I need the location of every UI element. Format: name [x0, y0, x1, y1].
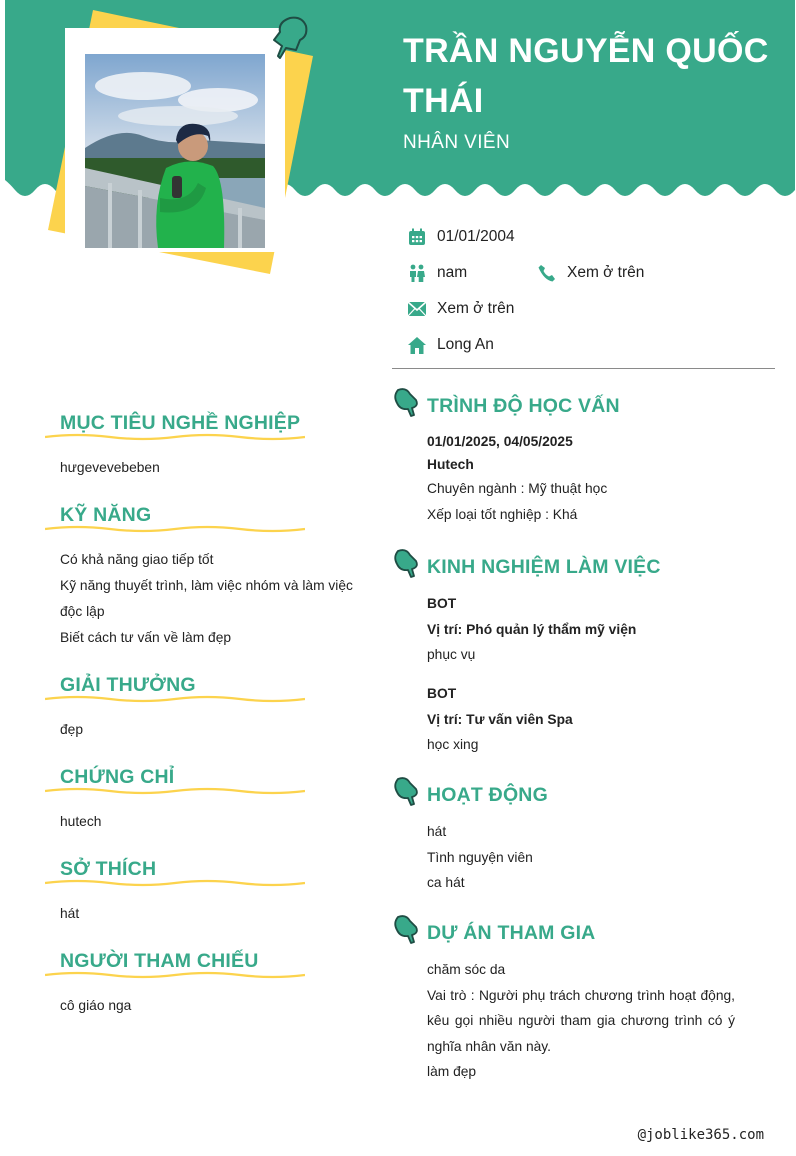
references-heading: NGƯỜI THAM CHIẾU [60, 950, 259, 972]
list-item: Kỹ năng thuyết trình, làm việc nhóm và làm việc độc lập [60, 578, 353, 619]
phone-value[interactable]: Xem ở trên [567, 264, 645, 281]
project-description: Vai trò : Người phụ trách chương trình hoạt động, kêu gọi nhiều người tham gia chương trình có ý nghĩa nhân văn này. [427, 987, 735, 1054]
references-underline [45, 971, 305, 981]
candidate-name: TRẦN NGUYỄN QUỐC THÁI [403, 32, 769, 120]
list-item: Tình nguyện viên [427, 849, 533, 865]
pin-icon [392, 777, 420, 807]
education-block [427, 430, 735, 527]
project-extra: làm đẹp [427, 1064, 477, 1079]
job-company: BOT [427, 596, 457, 611]
list-item: Biết cách tư vấn về làm đẹp [60, 630, 232, 645]
pin-icon [392, 915, 420, 945]
activities-heading: HOẠT ĐỘNG [427, 784, 548, 806]
skills-heading: KỸ NĂNG [60, 504, 152, 526]
gender-icon [407, 263, 427, 283]
gender-value: nam [437, 264, 468, 281]
references-text: cô giáo nga [60, 998, 132, 1013]
skills-list [60, 547, 365, 651]
address-value: Long An [437, 336, 494, 353]
awards-heading: GIẢI THƯỞNG [60, 674, 196, 696]
phone-row [537, 263, 644, 283]
pin-icon [266, 14, 308, 67]
experience-job [427, 591, 735, 668]
education-school: Hutech [427, 457, 474, 472]
calendar-icon [407, 227, 427, 247]
job-company: BOT [427, 686, 457, 701]
hobbies-heading: SỞ THÍCH [60, 858, 157, 880]
awards-text: đẹp [60, 722, 84, 737]
job-position: Vị trí: Tư vấn viên Spa [427, 711, 573, 727]
list-item: hát [427, 824, 447, 839]
objective-underline [45, 433, 305, 443]
mail-icon [407, 299, 427, 319]
pin-icon [392, 388, 420, 418]
education-grade: Xếp loại tốt nghiệp : Khá [427, 506, 578, 522]
hobbies-underline [45, 879, 305, 889]
birthday-row [407, 227, 515, 247]
list-item: Có khả năng giao tiếp tốt [60, 552, 214, 567]
email-value[interactable]: Xem ở trên [437, 300, 515, 317]
job-description: học xing [427, 737, 479, 752]
awards-underline [45, 695, 305, 705]
objective-heading: MỤC TIÊU NGHỀ NGHIỆP [60, 412, 301, 434]
skills-underline [45, 525, 305, 535]
job-position: Vị trí: Phó quản lý thẩm mỹ viện [427, 621, 637, 637]
birthday-value: 01/01/2004 [437, 228, 515, 245]
certificates-heading: CHỨNG CHỈ [60, 766, 175, 788]
contact-divider [392, 368, 775, 369]
job-description: phục vụ [427, 647, 476, 662]
education-heading: TRÌNH ĐỘ HỌC VẤN [427, 395, 620, 417]
experience-job [427, 681, 735, 758]
objective-text: hưgevevebeben [60, 460, 160, 475]
education-major: Chuyên ngành : Mỹ thuật học [427, 481, 608, 496]
hobbies-text: hát [60, 906, 80, 921]
certificates-text: hutech [60, 814, 102, 829]
email-row [407, 299, 514, 319]
project-name: chăm sóc da [427, 962, 506, 977]
watermark: @joblike365.com [637, 1127, 764, 1143]
activities-list [427, 819, 735, 896]
list-item: ca hát [427, 875, 465, 890]
projects-heading: DỰ ÁN THAM GIA [427, 922, 596, 944]
address-row [407, 335, 494, 355]
education-dates: 01/01/2025, 04/05/2025 [427, 434, 573, 449]
candidate-role: NHÂN VIÊN [403, 132, 511, 153]
home-icon [407, 335, 427, 355]
phone-icon [537, 263, 557, 283]
gender-row [407, 263, 467, 283]
certificates-underline [45, 787, 305, 797]
projects-block [427, 957, 735, 1085]
pin-icon [392, 549, 420, 579]
experience-heading: KINH NGHIỆM LÀM VIỆC [427, 556, 661, 578]
